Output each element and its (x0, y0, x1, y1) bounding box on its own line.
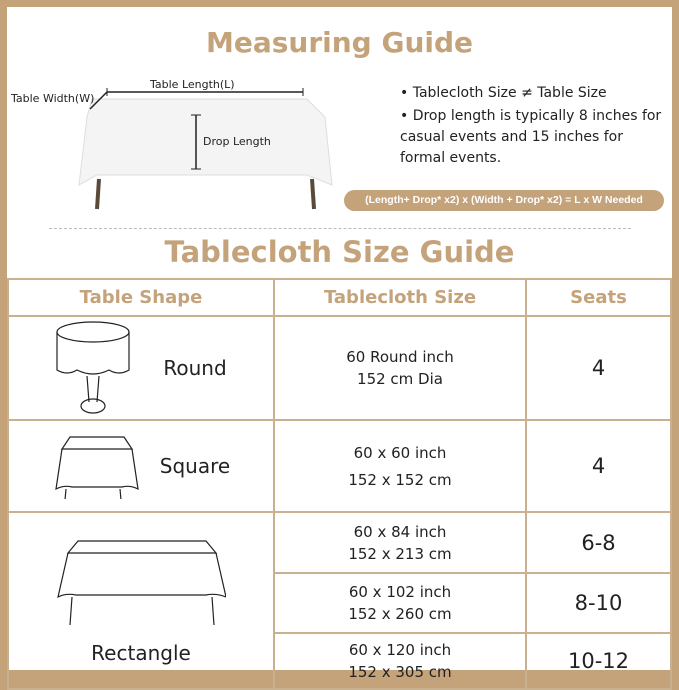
header-shape: Table Shape (8, 279, 274, 316)
round-table-icon (55, 318, 133, 418)
width-label: Table Width(W) (11, 92, 95, 105)
size-cm: 152 x 213 cm (348, 544, 452, 563)
length-label: Table Length(L) (150, 78, 235, 91)
table-row (8, 512, 671, 573)
size-inch: 60 x 120 inch (348, 641, 452, 659)
shape-cell (8, 512, 274, 689)
page-frame (7, 7, 672, 681)
drop-label: Drop Length (203, 135, 271, 148)
size-cell (274, 420, 526, 512)
notes (400, 83, 670, 171)
note-1: • Tablecloth Size ≠ Table Size (400, 85, 607, 101)
size-inch: 60 x 60 inch (353, 443, 447, 462)
shape-cell (8, 420, 274, 512)
shape-label: Round (163, 356, 227, 380)
size-cm: 152 x 152 cm (348, 470, 452, 489)
size-cell (274, 512, 526, 573)
dashed-divider (49, 228, 631, 229)
size-inch: 60 x 102 inch (348, 583, 452, 601)
size-cm: 152 x 260 cm (348, 605, 452, 623)
square-table-icon (52, 433, 142, 499)
size-cm: 152 x 305 cm (348, 663, 452, 681)
seats-cell: 4 (526, 316, 671, 420)
shape-label: Rectangle (91, 640, 191, 665)
size-cell (274, 633, 526, 689)
size-inch: 60 x 84 inch (353, 522, 447, 541)
table-illustration (7, 67, 347, 217)
size-cell (274, 316, 526, 420)
rectangle-table-icon (56, 537, 226, 627)
seats-cell: 4 (526, 420, 671, 512)
table-header (8, 279, 671, 316)
size-cm: 152 cm Dia (357, 370, 443, 388)
measuring-guide-title: Measuring Guide (205, 26, 474, 59)
header-seats: Seats (526, 279, 671, 316)
seats-cell: 6-8 (526, 512, 671, 573)
size-table (7, 278, 672, 690)
table-row (8, 316, 671, 420)
seats-cell: 8-10 (526, 573, 671, 633)
shape-label: Square (159, 454, 231, 478)
header-size: Tablecloth Size (274, 279, 526, 316)
seats-cell: 10-12 (526, 633, 671, 689)
shape-cell (8, 316, 274, 420)
size-cell (274, 573, 526, 633)
note-2: • Drop length is typically 8 inches for casual events and 15 inches for formal events. (400, 108, 662, 166)
size-inch: 60 Round inch (346, 348, 454, 366)
formula-badge: (Length+ Drop* x2) x (Width + Drop* x2) = L x W Needed (344, 190, 664, 211)
table-row (8, 420, 671, 512)
size-guide-title: Tablecloth Size Guide (164, 235, 515, 269)
